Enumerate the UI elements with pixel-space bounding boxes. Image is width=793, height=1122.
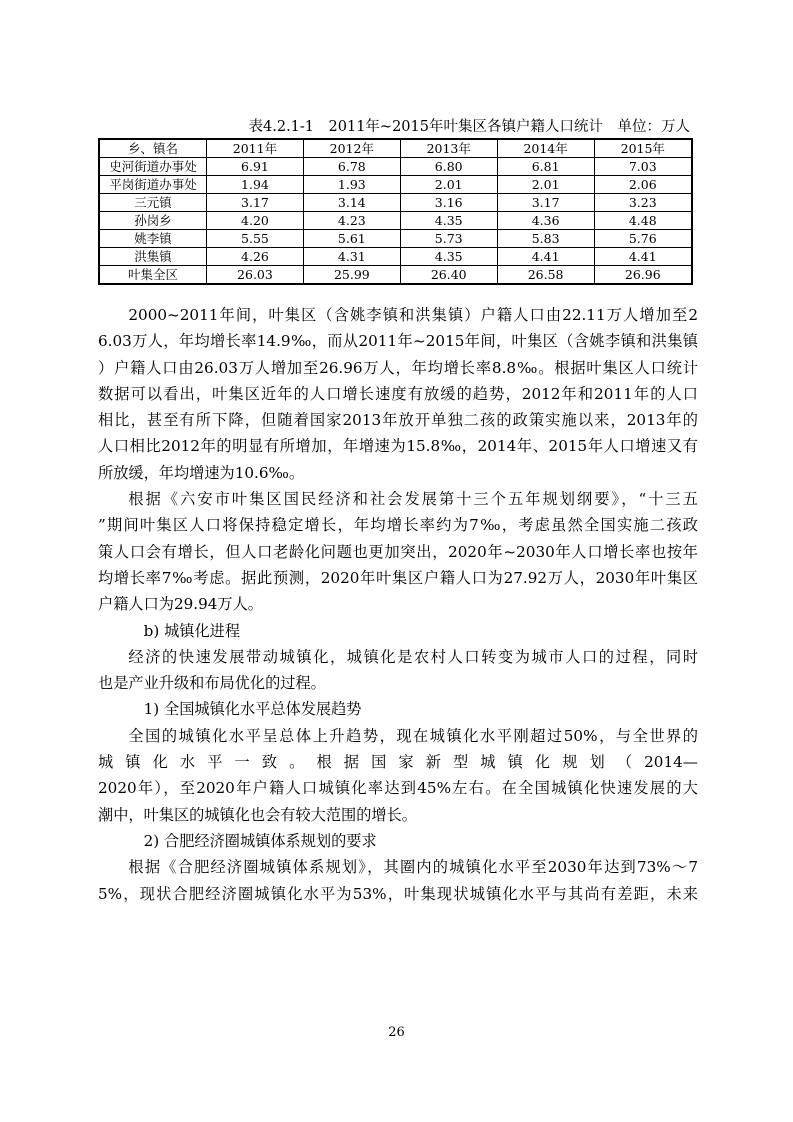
table-row — [99, 158, 692, 176]
header-cell: 2015年 — [594, 139, 692, 158]
table-cell: 4.48 — [594, 212, 692, 230]
table-cell: 4.41 — [497, 248, 594, 266]
text-line: 全国的城镇化水平呈总体上升趋势，现在城镇化水平刚超过50%，与全世界的 — [128, 726, 698, 745]
table-cell: 4.35 — [400, 212, 497, 230]
table-cell: 4.35 — [400, 248, 497, 266]
text-line: 根据《合肥经济圈城镇体系规划》，其圈内的城镇化水平至2030年达到73%～7 — [128, 858, 698, 877]
text-line: 2020年），至2020年户籍人口城镇化率达到45%左右。在全国城镇化快速发展的大 — [98, 779, 698, 798]
text-line: 策人口会有增长，但人口老龄化问题也更加突出，2020年~2030年人口增长率也按年 — [98, 542, 698, 561]
text-line: 2000~2011年间，叶集区（含姚李镇和洪集镇）户籍人口由22.11万人增加至2 — [128, 306, 698, 324]
text-line: ”期间叶集区人口将保持稳定增长，年均增长率约为7‰，考虑虽然全国实施二孩政 — [98, 516, 698, 535]
section-heading: 1) 全国城镇化水平总体发展趋势 — [143, 700, 362, 719]
table-cell: 5.55 — [207, 230, 304, 248]
text-line: 潮中，叶集区的城镇化也会有较大范围的增长。 — [98, 805, 417, 824]
population-table — [98, 138, 693, 285]
table-cell: 4.20 — [207, 212, 304, 230]
text-line: 均增长率7‰考虑。据此预测，2020年叶集区户籍人口为27.92万人，2030年叶集区 — [98, 568, 698, 587]
text-line: 户籍人口为29.94万人。 — [98, 595, 263, 614]
table-cell: 4.23 — [303, 212, 400, 230]
page-number: 26 — [388, 1025, 405, 1040]
table-cell: 5.83 — [497, 230, 594, 248]
text-line: 6.03万人，年均增长率14.9‰，而从2011年~2015年间，叶集区（含姚李镇和洪集镇 — [98, 332, 698, 351]
section-heading: b) 城镇化进程 — [143, 621, 241, 640]
table-cell: 4.31 — [303, 248, 400, 266]
text-line: 数据可以看出，叶集区近年的人口增长速度有放缓的趋势，2012年和2011年的人口 — [98, 384, 698, 403]
table-cell: 4.36 — [497, 212, 594, 230]
table-cell: 4.26 — [207, 248, 304, 266]
table-cell: 5.73 — [400, 230, 497, 248]
table-cell: 6.91 — [207, 158, 304, 176]
table-cell: 叶集全区 — [99, 266, 207, 285]
table-cell: 3.16 — [400, 194, 497, 212]
header-cell: 2013年 — [400, 139, 497, 158]
table-cell: 5.61 — [303, 230, 400, 248]
text-line: ）户籍人口由26.03万人增加至26.96万人，年均增长率8.8‰。根据叶集区人口统计 — [98, 358, 698, 377]
table-cell: 平岗街道办事处 — [99, 176, 207, 194]
table-cell: 1.93 — [303, 176, 400, 194]
section-heading: 2) 合肥经济圈城镇体系规划的要求 — [143, 831, 377, 850]
table-row — [99, 176, 692, 194]
table-cell: 2.01 — [497, 176, 594, 194]
text-line: 人口相比2012年的明显有所增加，年增速为15.8‰，2014年、2015年人口增速又有 — [98, 437, 698, 456]
table-cell: 6.78 — [303, 158, 400, 176]
table-cell: 2.01 — [400, 176, 497, 194]
table-cell: 姚李镇 — [99, 230, 207, 248]
table-header-row — [99, 139, 692, 158]
table-row-total — [99, 266, 692, 285]
table-cell: 5.76 — [594, 230, 692, 248]
table-cell: 3.17 — [207, 194, 304, 212]
table-cell: 7.03 — [594, 158, 692, 176]
header-cell: 2012年 — [303, 139, 400, 158]
text-line: 5%，现状合肥经济圈城镇化水平为53%，叶集现状城镇化水平与其尚有差距，未来 — [98, 884, 698, 903]
table-cell: 4.41 — [594, 248, 692, 266]
header-cell: 乡、镇名 — [99, 139, 207, 158]
text-line: 所放缓，年均增速为10.6‰。 — [98, 463, 305, 482]
text-line: 经济的快速发展带动城镇化，城镇化是农村人口转变为城市人口的过程，同时 — [128, 647, 698, 666]
table-cell: 3.17 — [497, 194, 594, 212]
text-line: 相比，甚至有所下降，但随着国家2013年放开单独二孩的政策实施以来，2013年的 — [98, 411, 698, 430]
text-line: 城 镇 化 水 平 一 致 。 根 据 国 家 新 型 城 镇 化 规 划 （ 2014— — [98, 753, 698, 772]
table-cell: 孙岗乡 — [99, 212, 207, 230]
table-cell: 3.14 — [303, 194, 400, 212]
table-cell: 26.40 — [400, 266, 497, 285]
table-cell: 26.03 — [207, 266, 304, 285]
table-cell: 洪集镇 — [99, 248, 207, 266]
table-cell: 1.94 — [207, 176, 304, 194]
table-row — [99, 212, 692, 230]
table-row — [99, 230, 692, 248]
header-cell: 2011年 — [207, 139, 304, 158]
table-cell: 2.06 — [594, 176, 692, 194]
header-cell: 2014年 — [497, 139, 594, 158]
body-text — [98, 302, 698, 907]
table-cell: 三元镇 — [99, 194, 207, 212]
table-cell: 26.96 — [594, 266, 692, 285]
text-line: 根据《六安市叶集区国民经济和社会发展第十三个五年规划纲要》，“十三五 — [128, 490, 698, 509]
table-row — [99, 194, 692, 212]
table-cell: 6.81 — [497, 158, 594, 176]
table-cell: 3.23 — [594, 194, 692, 212]
table-row — [99, 248, 692, 266]
table-cell: 6.80 — [400, 158, 497, 176]
table-cell: 25.99 — [303, 266, 400, 285]
text-line: 也是产业升级和布局优化的过程。 — [98, 674, 326, 693]
table-cell: 史河街道办事处 — [99, 158, 207, 176]
table-caption: 表4.2.1-1 2011年~2015年叶集区各镇户籍人口统计 单位：万人 — [248, 119, 690, 135]
table-cell: 26.58 — [497, 266, 594, 285]
